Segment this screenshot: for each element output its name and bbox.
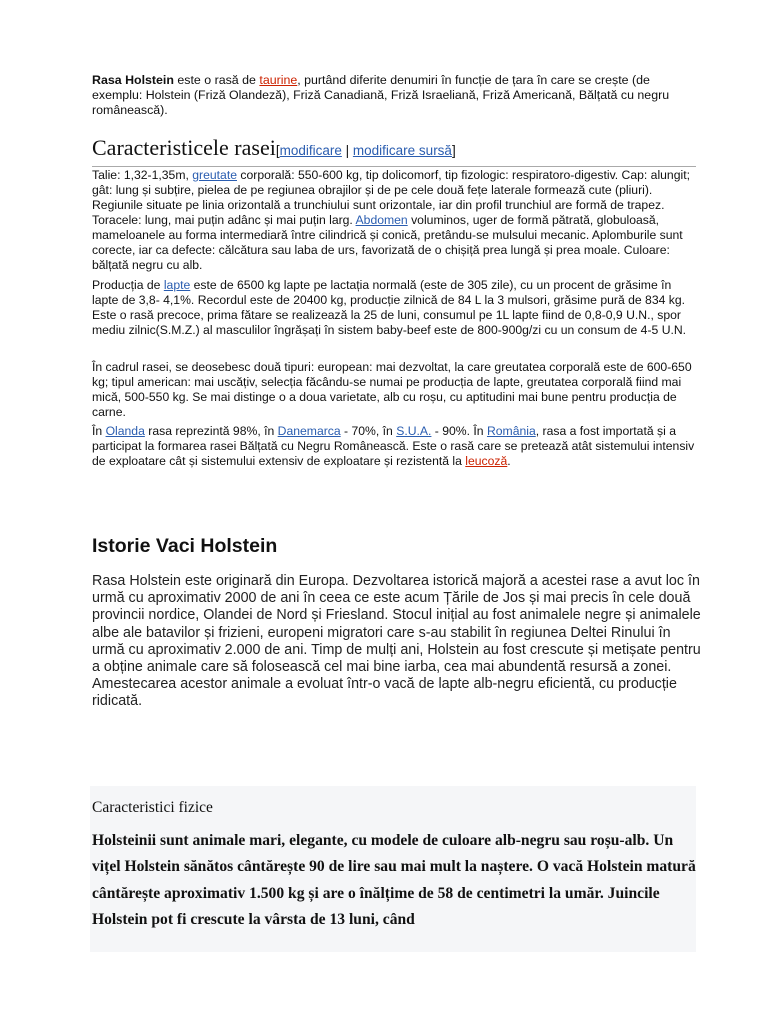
history-heading: Istorie Vaci Holstein [92, 535, 278, 557]
bracket-close: ] [451, 143, 456, 158]
link-sua[interactable]: S.U.A. [396, 424, 432, 438]
link-abdomen[interactable]: Abdomen [355, 213, 408, 227]
link-romania[interactable]: România [486, 424, 536, 438]
p1-text-3: voluminos, uger de formă pătrată, globuloasă, mameloanele au forma intermediară între cilindrică și conică, pretându-se mulsului mecanic. Aplomburile sunt corecte, iar ca defecte: călcătura sau laba de urs, favorizată de o chișiță prea lungă și prea moale. Culoare: bălțată negru cu alb. [92, 213, 683, 272]
history-paragraph: Rasa Holstein este originară din Europa. Dezvoltarea istorică majoră a acestei rase a avut loc în urmă cu aproximativ 2000 de ani în ceea ce este acum Țările de Jos și mai precis în cele două provincii nordice, Olandei de Nord și Friesland. Stocul inițial au fost animalele negre și animalele albe ale batavilor și frizieni, europeni migratori care s-au stabilit în regiunea Deltei Rinului în urmă cu aproximativ 2.000 de ani. Timp de mulți ani, Holstein au fost crescute și metișate pentru a obține animale care să folosească cel mai bine iarba, cea mai abundentă resursă a zonei. Amestecarea acestor animale a evoluat într-o vacă de lapte alb-negru eficientă, cu producție ridicată. [92, 573, 701, 710]
link-greutate[interactable]: greutate [192, 168, 237, 182]
p1-text-1: Talie: 1,32-1,35m, [92, 168, 193, 182]
intro-text-2: , purtând diferite denumiri în funcție de țara în care se crește (de exemplu: Holstein (Friză Olandeză), Friză Canadiană, Friză Israeliană, Friză Americană, Bălțată cu negru românească). [92, 73, 670, 118]
link-danemarca[interactable]: Danemarca [277, 424, 341, 438]
paragraph-distribution [92, 424, 696, 469]
p4-text-4: - 90%. În [431, 424, 487, 438]
paragraph-types: În cadrul rasei, se deosebesc două tipuri: european: mai dezvoltat, la care greutatea corporală este de 600-650 kg; tipul american: mai uscățiv, selecția făcându-se numai pe producția de lapte, greutatea corporală fiind mai mică, 500-550 kg. Se mai distinge o a doua varietate, alb cu roșu, cu aptitudini mai bune pentru producția de carne. [92, 360, 692, 419]
link-leucoza[interactable]: leucoză [465, 454, 508, 468]
paragraph-milk-production [92, 278, 696, 338]
paragraph-morphology [92, 168, 696, 273]
physical-paragraph: Holsteinii sunt animale mari, elegante, cu modele de culoare alb-negru sau roșu-alb. Un vițel Holstein sănătos cântărește 90 de lire sau mai mult la naștere. O vacă Holstein matură cântărește aproximativ 1.500 kg și are o înălțime de 58 de centimetri la umăr. Juincile Holstein pot fi crescute la vârsta de 13 luni, când [92, 832, 696, 928]
p2-text-2: este de 6500 kg lapte pe lactația normală (este de 305 zile), cu un procent de grăsime în lapte de 3,8- 4,1%. Recordul este de 20400 kg, producție zilnică de 84 L la 3 mulsori, grăsime pură de 834 kg. Este o rasă precoce, prima fătare se realizează la 25 de luni, consumul pe 1L lapte fiind de 0,8-0,9 U.N., spor mediu zilnic(S.M.Z.) al masculilor îngrășați în sistem baby-beef este de 800-900g/zi cu un consum de 4-5 U.N. [92, 278, 687, 337]
edit-source-link[interactable]: modificare sursă [352, 143, 452, 158]
bracket-open: [ [275, 143, 280, 158]
p4-text-6: . [507, 454, 511, 468]
p2-text-1: Producția de [92, 278, 164, 292]
link-olanda[interactable]: Olanda [105, 424, 145, 438]
link-lapte[interactable]: lapte [163, 278, 191, 292]
p4-text-5: , rasa a fost importată și a participat la formarea rasei Bălțată cu Negru Românească. Este o rasă care se pretează atât sistemului intensiv de exploatare cât și sistemului extensiv de exploatare și rezistentă la [92, 424, 695, 468]
edit-separator: | [341, 143, 353, 158]
edit-links [276, 143, 456, 158]
p1-text-2: corporală: 550-600 kg, tip dolicomorf, tip fizologic: respiratoro-digestiv. Cap: alungit; gât: lung și subțire, pielea de pe regiunea obrajilor și de pe cele două fețe laterale formează cute (pliuri). Regiunile situate pe linia orizontală a trunchiului sunt orizontale, iar din profil trunchiul are formă de trapez. Toracele: lung, mai puțin adânc și mai puțin larg. [92, 168, 690, 227]
physical-heading: Caracteristici fizice [92, 799, 213, 816]
intro-paragraph [92, 73, 696, 119]
section-title: Caracteristicele rasei [92, 135, 276, 160]
edit-link[interactable]: modificare [279, 143, 342, 158]
p4-text-1: În [92, 424, 106, 438]
p4-text-3: - 70%, în [340, 424, 397, 438]
breed-name: Rasa Holstein [92, 73, 174, 87]
link-taurine[interactable]: taurine [259, 73, 298, 87]
intro-text-1: este o rasă de [173, 73, 260, 87]
section-heading-characteristics [92, 135, 696, 167]
p4-text-2: rasa reprezintă 98%, în [144, 424, 278, 438]
